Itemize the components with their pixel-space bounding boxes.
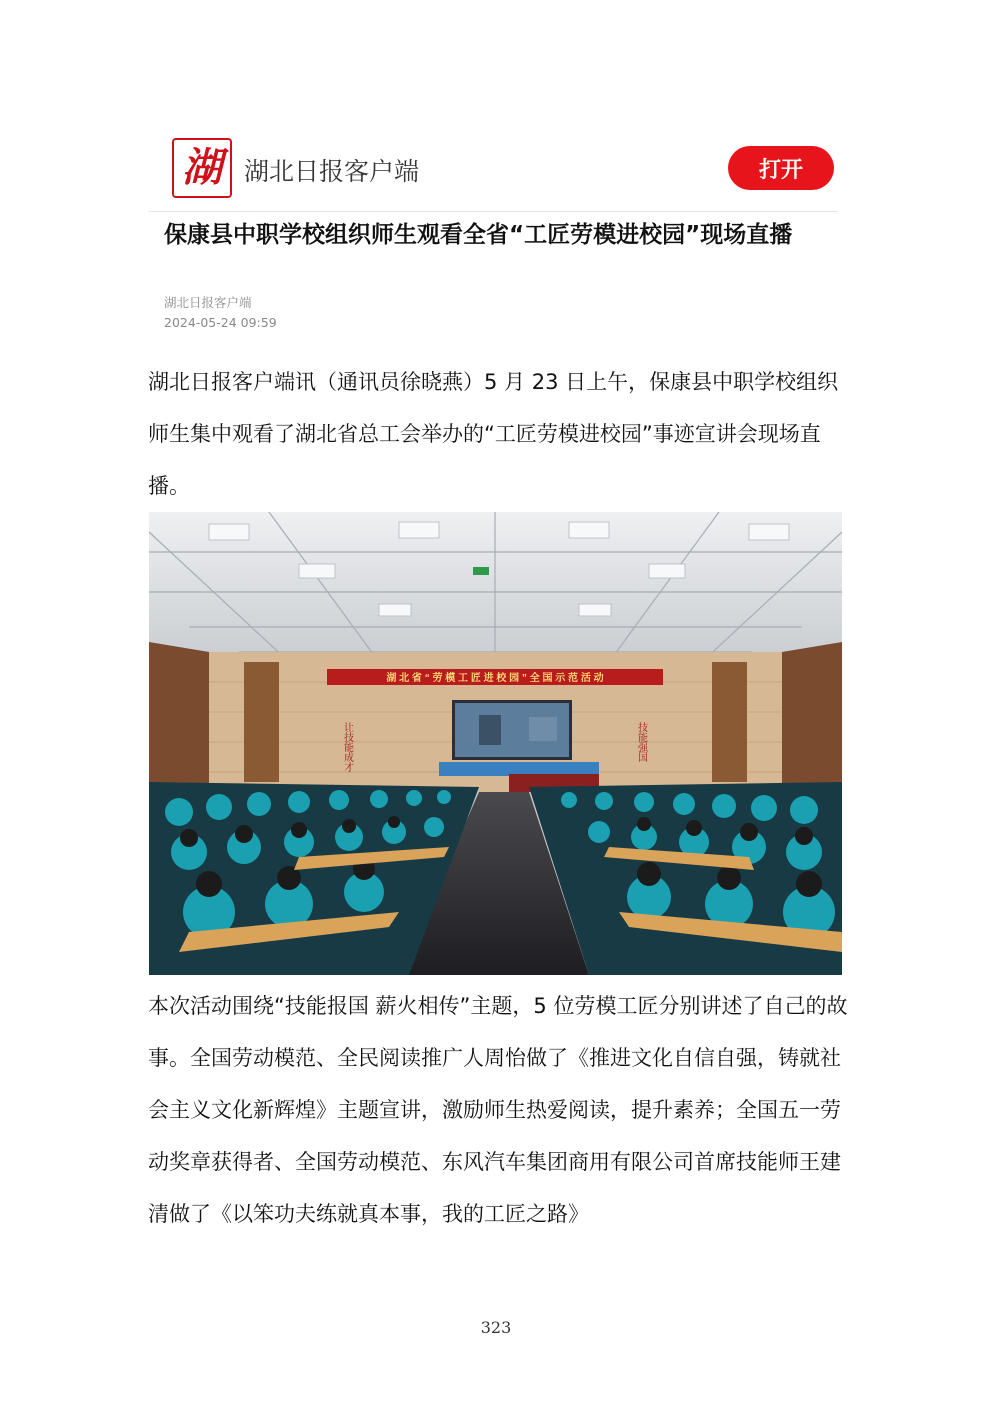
article-timestamp: 2024-05-24 09:59 (164, 315, 277, 330)
app-logo (172, 138, 232, 198)
article-source: 湖北日报客户端 (164, 295, 252, 310)
photo-banner-text: 湖 北 省 “ 劳 模 工 匠 进 校 园 ” 全 国 示 范 活 动 (386, 673, 604, 684)
auditorium-photo (149, 512, 842, 975)
article-title: 保康县中职学校组织师生观看全省“工匠劳模进校园”现场直播 (164, 222, 793, 248)
article-paragraph-2: 本次活动围绕“技能报国 薪火相传”主题，5 位劳模工匠分别讲述了自己的故事。全国劳动模范、全民阅读推广人周怡做了《推进文化自信自强，铸就社会主义文化新辉煌》主题宣讲，激励师生热爱阅读，提升素养；全国五一劳动奖章获得者、全国劳动模范、东风汽车集团商用有限公司首席技能师王建清做了《以笨功夫练就真本事，我的工匠之路》 (148, 994, 848, 1226)
article-paragraph-1: 湖北日报客户端讯（通讯员徐晓燕）5 月 23 日上午，保康县中职学校组织师生集中观看了湖北省总工会举办的“工匠劳模进校园”事迹宣讲会现场直播。 (148, 370, 839, 498)
open-app-button[interactable]: 打开 (728, 146, 834, 190)
app-name: 湖北日报客户端 (244, 157, 420, 186)
header-divider (148, 211, 838, 212)
app-logo-glyph: 湖 (182, 144, 222, 191)
photo-left-slogan: 让技能成才 (341, 722, 353, 772)
photo-right-slogan: 技能强国 (635, 722, 647, 762)
page-number: 323 (480, 1318, 512, 1337)
app-header (148, 134, 838, 204)
